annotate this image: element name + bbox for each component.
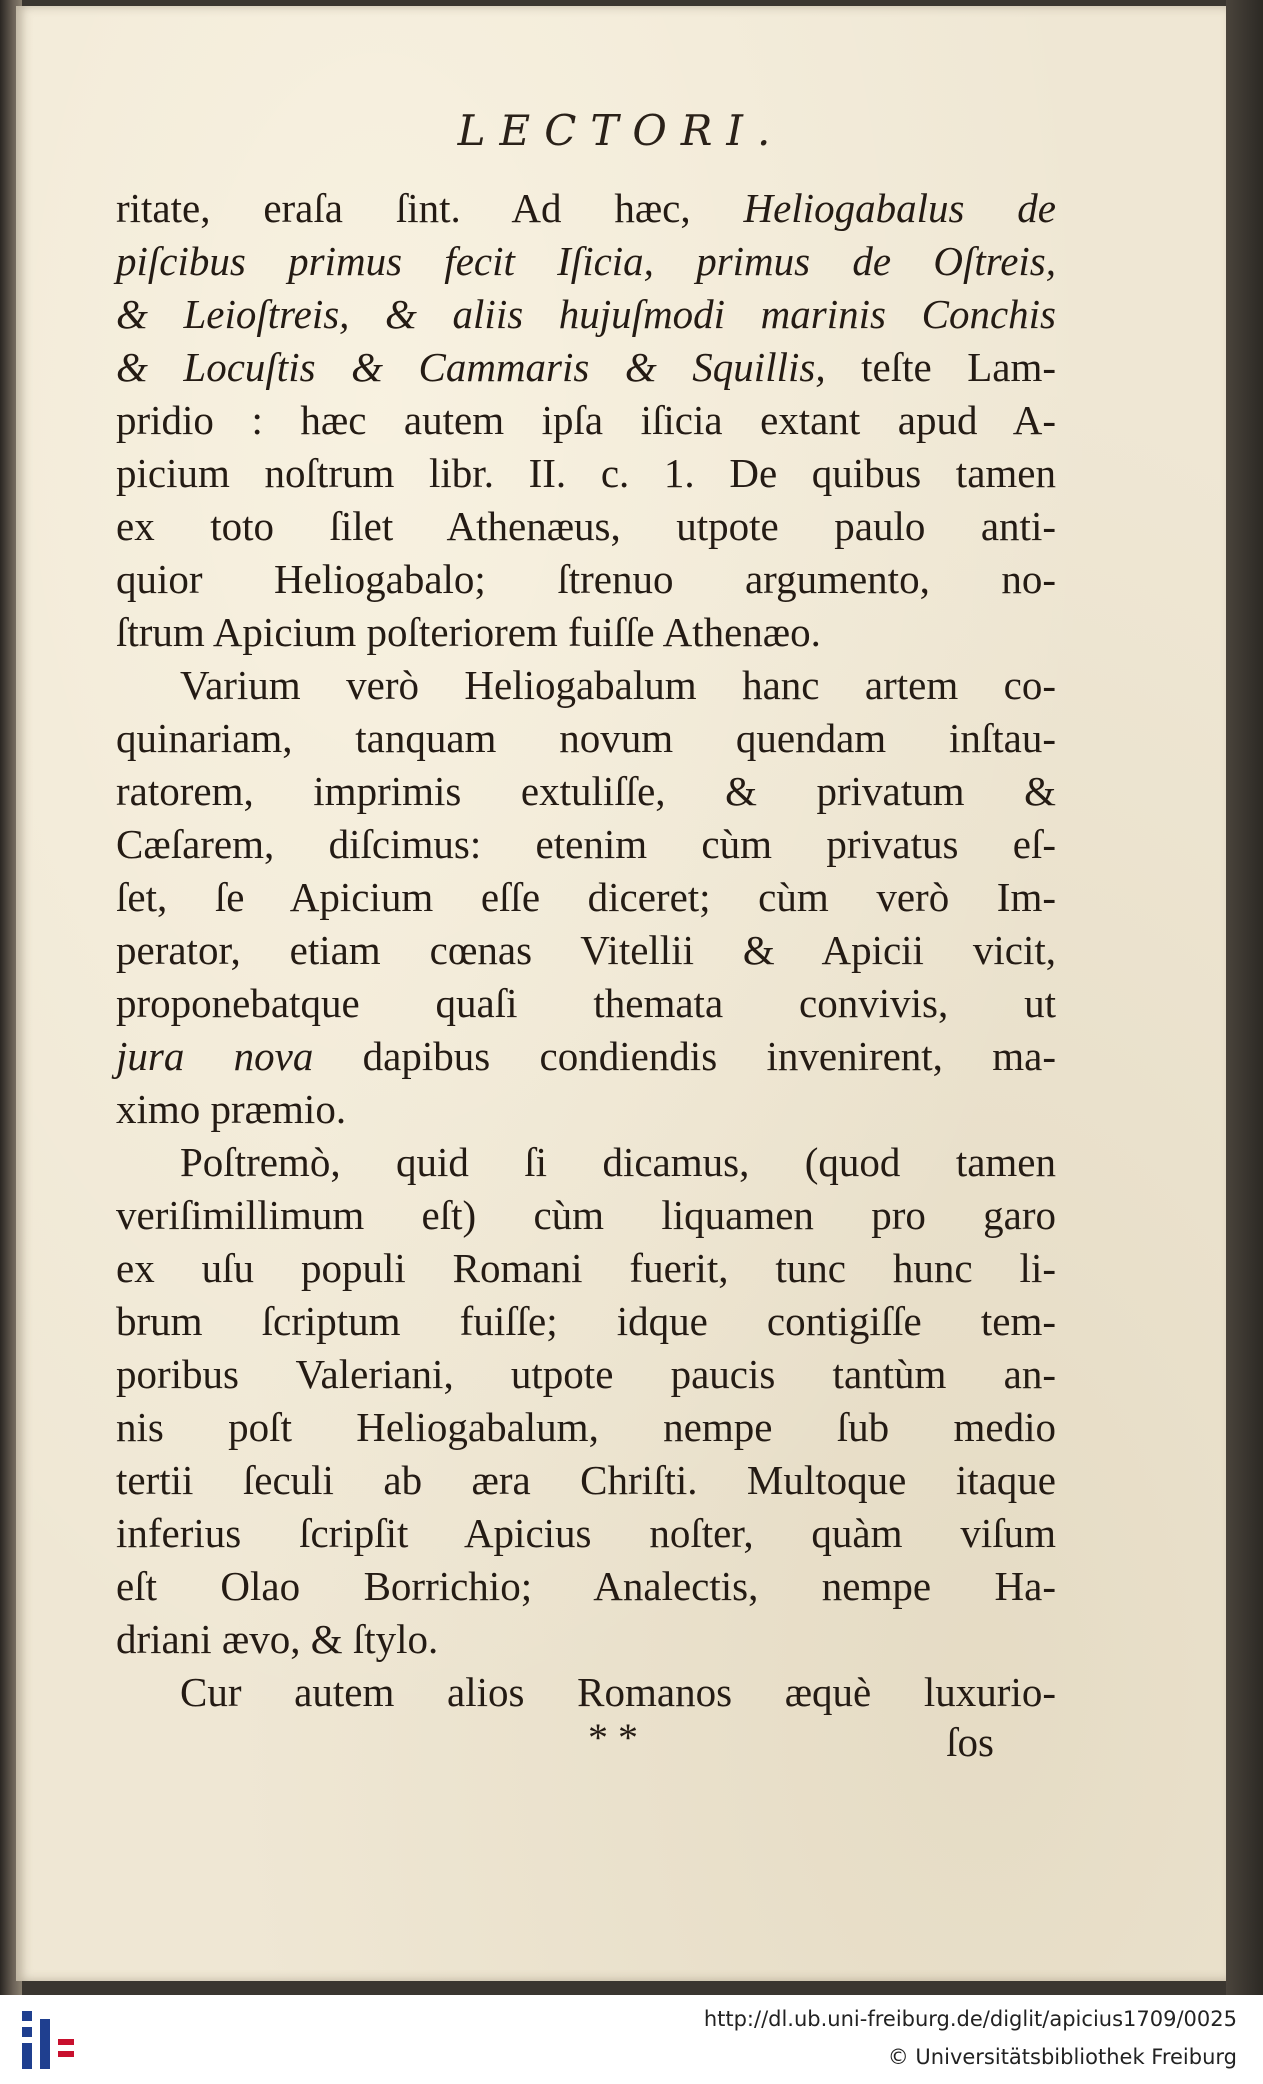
text-line [116,235,1056,288]
italic-segment: & Locuſtis & Cammaris & Squillis, [116,344,826,390]
text-line [116,924,1056,977]
text-line [116,182,1056,235]
text-line [116,1242,1056,1295]
text-line [116,712,1056,765]
catchword: ſos [946,1719,994,1765]
text-line [116,977,1056,1030]
footer-bar [0,1995,1263,2084]
copyright-notice: © Universitätsbibliothek Freiburg [887,2045,1237,2069]
text-line [116,1666,1056,1719]
roman-segment: ſtrum Apicium poſteriorem fuiſſe Athenæo. [116,609,821,655]
text-line [116,1507,1056,1560]
roman-segment: tertii ſeculi ab æra Chriſti. Multoque itaque [116,1457,1056,1503]
text-line [116,1613,1056,1666]
italic-segment: Heliogabalus de [743,185,1056,231]
roman-segment: Varium verò Heliogabalum hanc artem co- [180,662,1056,708]
book-page [16,6,1226,1981]
roman-segment: brum ſcriptum fuiſſe; idque contigiſſe tem- [116,1298,1056,1344]
roman-segment: dapibus condiendis invenirent, ma- [313,1033,1056,1079]
italic-segment: jura nova [116,1033,314,1079]
text-line [116,1189,1056,1242]
roman-segment: proponebatque quaſi themata convivis, ut [116,980,1056,1026]
text-line [116,1136,1056,1189]
roman-segment: ritate, eraſa ſint. Ad hæc, [116,185,744,231]
roman-segment: quior Heliogabalo; ſtrenuo argumento, no- [116,556,1056,602]
text-line [116,341,1056,394]
document-url-link[interactable]: http://dl.ub.uni-freiburg.de/diglit/apicius1709/0025 [703,2007,1237,2031]
text-line [116,447,1056,500]
text-line [116,818,1056,871]
text-line [116,394,1056,447]
roman-segment: ex uſu populi Romani fuerit, tunc hunc li- [116,1245,1056,1291]
roman-segment: ximo præmio. [116,1086,347,1132]
text-line [116,1083,1056,1136]
text-line [116,288,1056,341]
text-line [116,1348,1056,1401]
running-title: LECTORI. [457,106,785,155]
text-line [116,553,1056,606]
roman-segment: driani ævo, & ſtylo. [116,1616,439,1662]
text-line [116,606,1056,659]
roman-segment: veriſimillimum eſt) cùm liquamen pro garo [116,1192,1056,1238]
roman-segment: ex toto ſilet Athenæus, utpote paulo anti- [116,503,1056,549]
body-text [116,182,1056,1719]
book-edge-right [1226,0,1263,1995]
roman-segment: nis poſt Heliogabalum, nempe ſub medio [116,1404,1056,1450]
text-line [116,659,1056,712]
roman-segment: eſt Olao Borrichio; Analectis, nempe Ha- [116,1563,1056,1609]
text-line [116,1295,1056,1348]
roman-segment: ſet, ſe Apicium eſſe diceret; cùm verò Im- [116,874,1056,920]
text-line [116,1560,1056,1613]
roman-segment: teſte Lam- [825,344,1056,390]
roman-segment: picium noſtrum libr. II. c. 1. De quibus tamen [116,450,1056,496]
text-line [116,871,1056,924]
roman-segment: perator, etiam cœnas Vitellii & Apicii vicit, [116,927,1056,973]
signature-mark: * * [588,1715,638,1760]
roman-segment: Poſtremò, quid ſi dicamus, (quod tamen [180,1139,1056,1185]
roman-segment: poribus Valeriani, utpote paucis tantùm an- [116,1351,1056,1397]
ub-freiburg-logo-icon [20,2009,76,2071]
italic-segment: piſcibus primus fecit Iſicia, primus de Oſtreis, [116,238,1056,284]
roman-segment: Cur autem alios Romanos æquè luxurio- [180,1669,1056,1715]
text-line [116,765,1056,818]
roman-segment: quinariam, tanquam novum quendam inſtau- [116,715,1056,761]
text-line [116,1030,1056,1083]
roman-segment: Cæſarem, diſcimus: etenim cùm privatus eſ- [116,821,1056,867]
text-line [116,1454,1056,1507]
roman-segment: pridio : hæc autem ipſa iſicia extant apud A- [116,397,1056,443]
roman-segment: ratorem, imprimis extuliſſe, & privatum & [116,768,1056,814]
text-line [116,500,1056,553]
text-line [116,1401,1056,1454]
italic-segment: & Leioſtreis, & aliis hujuſmodi marinis Conchis [116,291,1056,337]
roman-segment: inferius ſcripſit Apicius noſter, quàm viſum [116,1510,1056,1556]
